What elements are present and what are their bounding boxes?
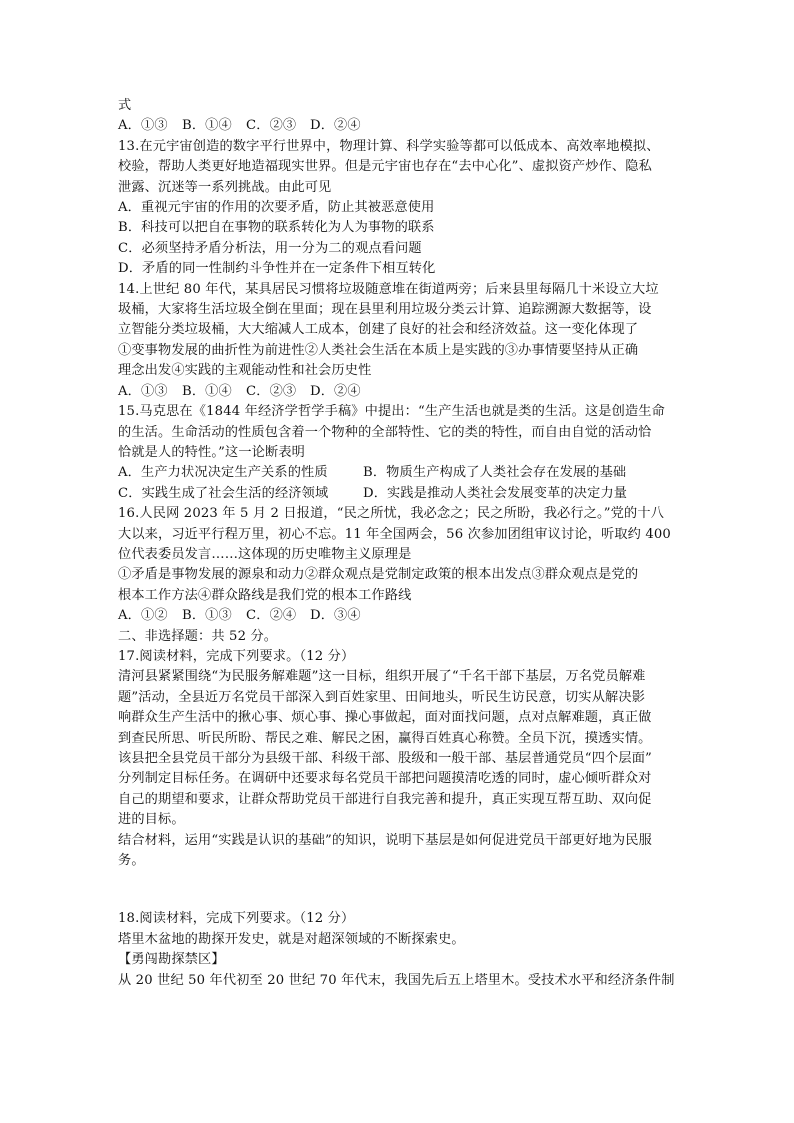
option-b: B．物质生产构成了人类社会存在发展的基础 — [363, 465, 627, 481]
option-a: A．①② — [118, 608, 168, 624]
question-text: 14.上世纪 80 年代，某具居民习惯将垃圾随意堆在街道两旁；后来县里每隔几十米设立大垃 — [118, 281, 659, 297]
question-text: 立智能分类垃圾桶，大大缩减人工成本，创建了良好的社会和经济效益。这一变化体现了 — [118, 322, 639, 338]
question-heading: 18.阅读材料，完成下列要求。（12 分） — [118, 911, 355, 927]
question-18 — [118, 909, 684, 991]
material-text: 清河县紧紧围绕“为民服务解难题”这一目标，组织开展了“千名干部下基层，万名党员解难 — [118, 669, 646, 685]
question-13 — [118, 137, 684, 280]
question-text: 校验，帮助人类更好地造福现实世界。但是元宇宙也存在“去中心化”、虚拟资产炒作、隐私 — [118, 159, 652, 175]
question-text: 泄露、沉迷等一系列挑战。由此可见 — [118, 179, 332, 195]
option-a: A．①③ — [118, 383, 168, 399]
option-c: C．②④ — [246, 608, 297, 624]
q15-options-row — [118, 463, 684, 483]
material-text: 响群众生产生活中的揪心事、烦心事、操心事做起，面对面找问题，点对点解难题，真正做 — [118, 710, 652, 726]
question-requirement: 务。 — [118, 853, 145, 869]
option-b: B．①③ — [182, 608, 232, 624]
option-d: D．②④ — [310, 118, 361, 134]
section-heading: 二、非选择题：共 52 分。 — [118, 628, 278, 644]
question-text: 位代表委员发言……这体现的历史唯物主义原理是 — [118, 546, 412, 562]
question-15 — [118, 402, 684, 504]
option-c: C．②③ — [246, 118, 297, 134]
option-d: D．②④ — [310, 383, 361, 399]
question-statements: 根本工作方法④群众路线是我们党的根本工作路线 — [118, 587, 412, 603]
material-text: 题”活动，全县近万名党员干部深入到百姓家里、田间地头，听民生访民意，切实从解决影 — [118, 689, 646, 705]
option-d: D．③④ — [310, 608, 361, 624]
option-c: C．必须坚持矛盾分析法，用一分为二的观点看问题 — [118, 240, 422, 256]
material-text: 到查民所思、听民所盼、帮民之难、解民之困，赢得百姓真心称赞。全员下沉，摸透实情。 — [118, 730, 652, 746]
option-b: B．①④ — [182, 383, 232, 399]
material-text: 塔里木盆地的勘探开发史，就是对超深领域的不断探索史。 — [118, 931, 465, 947]
material-text: 分列制定目标任务。在调研中还要求每名党员干部把问题摸清吃透的同时，虚心倾听群众对 — [118, 771, 652, 787]
option-b: B．①④ — [182, 118, 232, 134]
option-c: C．实践生成了社会生活的经济领域 — [118, 485, 329, 501]
question-text: 16.人民网 2023 年 5 月 2 日报道，“民之所忧，我必念之；民之所盼，我必行之。”党的十八 — [118, 506, 665, 522]
option-a: A．重视元宇宙的作用的次要矛盾，防止其被恶意使用 — [118, 200, 435, 216]
question-text: 的生活。生命活动的性质包含着一个物种的全部特性、它的类的特性，而自由自觉的活动恰 — [118, 424, 652, 440]
material-text: 从 20 世纪 50 年代初至 20 世纪 70 年代末，我国先后五上塔里木。受技术水平和经济条件制 — [118, 972, 675, 988]
question-requirement: 结合材料，运用“实践是认识的基础”的知识，说明下基层是如何促进党员干部更好地为民服 — [118, 832, 652, 848]
question-statements: ①变事物发展的曲折性为前进性②人类社会生活在本质上是实践的③办事情要坚持从正确 — [118, 342, 639, 358]
exam-page — [118, 96, 684, 991]
material-text: 该县把全县党员干部分为县级干部、科级干部、股级和一般干部、基层普通党员“四个层面” — [118, 751, 652, 766]
option-a: A．生产力状况决定生产关系的性质 — [118, 465, 328, 481]
question-text: 大以来，习近平行程万里，初心不忘。11 年全国两会，56 次参加团组审议讨论，听取约 400 — [118, 526, 671, 542]
question-text: 恰就是人的特性。”这一论断表明 — [118, 444, 306, 460]
option-c: C．②③ — [246, 383, 297, 399]
q14-options — [118, 382, 684, 402]
q15-options-row — [118, 484, 684, 504]
question-statements: 理念出发④实践的主观能动性和社会历史性 — [118, 363, 372, 379]
material-text: 进的目标。 — [118, 812, 185, 828]
option-b: B．科技可以把自在事物的联系转化为人为事物的联系 — [118, 220, 435, 236]
q16-options — [118, 606, 684, 626]
option-d: D．实践是推动人类社会发展变革的决定力量 — [363, 485, 628, 501]
question-text: 13.在元宇宙创造的数字平行世界中，物理计算、科学实验等都可以低成本、高效率地模拟、 — [118, 138, 660, 154]
answer-space — [118, 871, 684, 909]
q12-tail: 式 — [118, 98, 132, 113]
material-text: 自己的期望和要求，让群众帮助党员干部进行自我完善和提升，真正实现互帮互助、双向促 — [118, 791, 652, 807]
option-d: D．矛盾的同一性制约斗争性并在一定条件下相互转化 — [118, 261, 436, 277]
question-14 — [118, 280, 684, 402]
question-16 — [118, 504, 684, 626]
question-heading: 17.阅读材料，完成下列要求。（12 分） — [118, 648, 355, 664]
material-subheading: 【勇闯勘探禁区】 — [118, 952, 225, 968]
question-17 — [118, 647, 684, 871]
q12-options — [118, 116, 684, 136]
question-statements: ①矛盾是事物发展的源泉和动力②群众观点是党制定政策的根本出发点③群众观点是党的 — [118, 567, 639, 583]
question-text: 圾桶，大家将生活垃圾全倒在里面；现在县里利用垃圾分类云计算、追踪溯源大数据等，设 — [118, 302, 652, 318]
option-a: A．①③ — [118, 118, 168, 134]
question-text: 15.马克思在《1844 年经济学哲学手稿》中提出：“生产生活也就是类的生活。这是创造生命 — [118, 404, 665, 420]
